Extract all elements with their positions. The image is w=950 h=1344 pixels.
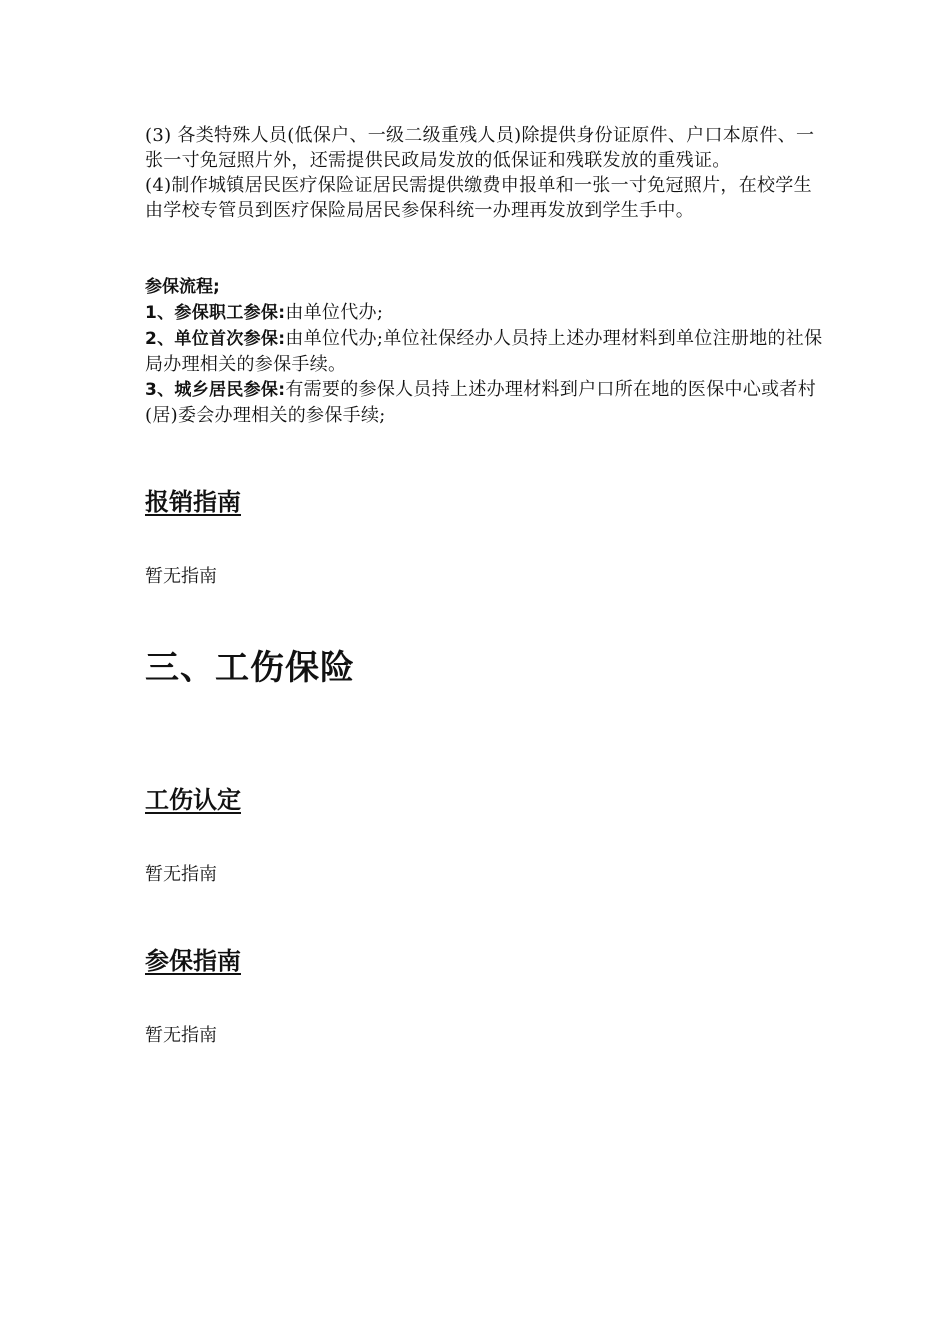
process-step-text: 有需要的参保人员持上述办理材料到户口所在地的医保中心或者村(居)委会办理相关的参保手续; <box>145 379 817 426</box>
process-step-1 <box>145 300 825 326</box>
enrollment-guide-heading: 参保指南 <box>145 947 241 975</box>
process-step-label: 2、单位首次参保: <box>145 329 286 349</box>
reimbursement-note: 暂无指南 <box>145 566 217 587</box>
eligibility-and-process <box>145 123 825 428</box>
process-step-label: 3、城乡居民参保: <box>145 380 286 400</box>
eligibility-item-3: (3) 各类特殊人员(低保户、一级二级重残人员)除提供身份证原件、户口本原件、一张一寸免冠照片外，还需提供民政局发放的低保证和残联发放的重残证。 <box>145 125 815 171</box>
injury-recognition-note: 暂无指南 <box>145 864 217 885</box>
process-step-3 <box>145 377 825 428</box>
process-step-text: 由单位代办;单位社保经办人员持上述办理材料到单位注册地的社保局办理相关的参保手续。 <box>145 328 823 375</box>
injury-recognition-heading: 工伤认定 <box>145 786 241 814</box>
eligibility-item-4: (4)制作城镇居民医疗保险证居民需提供缴费申报单和一张一寸免冠照片，在校学生由学校专管员到医疗保险局居民参保科统一办理再发放到学生手中。 <box>145 175 812 221</box>
process-step-2 <box>145 326 825 377</box>
enrollment-guide-note: 暂无指南 <box>145 1025 217 1046</box>
process-title: 参保流程; <box>145 277 220 297</box>
process-step-label: 1、参保职工参保: <box>145 303 286 323</box>
process-step-text: 由单位代办; <box>285 302 384 323</box>
section-title: 三、工伤保险 <box>145 648 355 688</box>
reimbursement-heading: 报销指南 <box>145 488 241 516</box>
